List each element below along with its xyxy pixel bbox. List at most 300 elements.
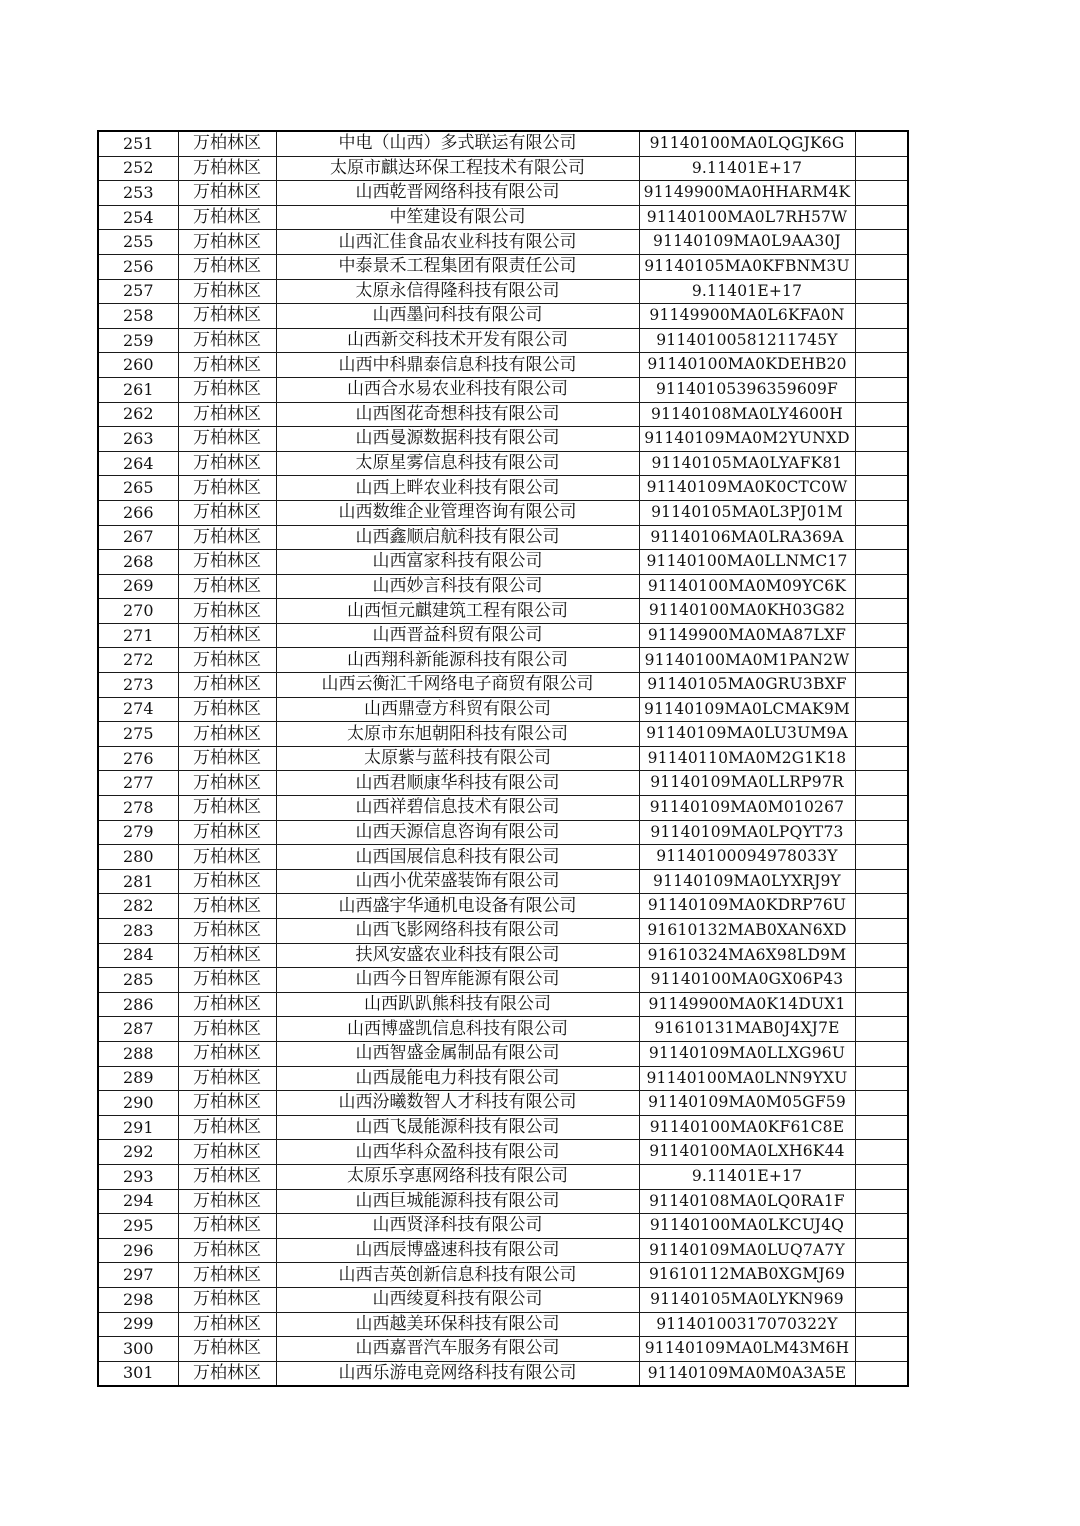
table-row [98,771,908,796]
district-cell: 万柏林区 [178,254,276,279]
credit-code-cell: 91140100MA0M1PAN2W [639,648,855,673]
company-name-cell: 山西绫夏科技有限公司 [276,1287,639,1312]
district-cell: 万柏林区 [178,1287,276,1312]
district-cell: 万柏林区 [178,820,276,845]
table-row [98,328,908,353]
district-cell: 万柏林区 [178,992,276,1017]
table-row [98,1066,908,1091]
company-name-cell: 山西晋益科贸有限公司 [276,623,639,648]
district-cell: 万柏林区 [178,156,276,181]
credit-code-cell: 91140109MA0M05GF59 [639,1091,855,1116]
remark-cell [855,673,908,698]
credit-code-cell: 91140110MA0M2G1K18 [639,746,855,771]
remark-cell [855,131,908,156]
remark-cell [855,550,908,575]
table-row [98,1214,908,1239]
district-cell: 万柏林区 [178,402,276,427]
company-name-cell: 太原乐享惠网络科技有限公司 [276,1164,639,1189]
row-number-cell: 252 [98,156,178,181]
row-number-cell: 256 [98,254,178,279]
table-row [98,500,908,525]
credit-code-cell: 91140100MA0KF61C8E [639,1115,855,1140]
company-name-cell: 山西乐游电竞网络科技有限公司 [276,1361,639,1386]
company-name-cell: 山西祥碧信息技术有限公司 [276,796,639,821]
row-number-cell: 279 [98,820,178,845]
district-cell: 万柏林区 [178,919,276,944]
credit-code-cell: 91140100317070322Y [639,1312,855,1337]
table-row [98,230,908,255]
company-name-cell: 太原紫与蓝科技有限公司 [276,746,639,771]
district-cell: 万柏林区 [178,746,276,771]
credit-code-cell: 91140105MA0KFBNM3U [639,254,855,279]
table-row [98,550,908,575]
table-row [98,1189,908,1214]
table-row [98,1361,908,1386]
company-name-cell: 太原市东旭朝阳科技有限公司 [276,722,639,747]
credit-code-cell: 9.11401E+17 [639,1164,855,1189]
district-cell: 万柏林区 [178,1361,276,1386]
remark-cell [855,746,908,771]
row-number-cell: 289 [98,1066,178,1091]
district-cell: 万柏林区 [178,550,276,575]
table-row [98,254,908,279]
remark-cell [855,353,908,378]
row-number-cell: 259 [98,328,178,353]
remark-cell [855,500,908,525]
table-row [98,648,908,673]
remark-cell [855,328,908,353]
company-name-cell: 中泰景禾工程集团有限责任公司 [276,254,639,279]
row-number-cell: 299 [98,1312,178,1337]
company-name-cell: 山西盛宇华通机电设备有限公司 [276,894,639,919]
credit-code-cell: 91140100MA0GX06P43 [639,968,855,993]
row-number-cell: 258 [98,304,178,329]
district-cell: 万柏林区 [178,1189,276,1214]
company-name-cell: 山西国展信息科技有限公司 [276,845,639,870]
row-number-cell: 298 [98,1287,178,1312]
row-number-cell: 294 [98,1189,178,1214]
company-name-cell: 太原永信得隆科技有限公司 [276,279,639,304]
remark-cell [855,1091,908,1116]
district-cell: 万柏林区 [178,131,276,156]
district-cell: 万柏林区 [178,1312,276,1337]
remark-cell [855,1066,908,1091]
district-cell: 万柏林区 [178,205,276,230]
credit-code-cell: 9.11401E+17 [639,156,855,181]
remark-cell [855,1164,908,1189]
credit-code-cell: 91140105MA0LYAFK81 [639,451,855,476]
credit-code-cell: 91610324MA6X98LD9M [639,943,855,968]
district-cell: 万柏林区 [178,1337,276,1362]
remark-cell [855,845,908,870]
company-name-cell: 山西翔科新能源科技有限公司 [276,648,639,673]
credit-code-cell: 91140100MA0KDEHB20 [639,353,855,378]
company-name-cell: 山西趴趴熊科技有限公司 [276,992,639,1017]
district-cell: 万柏林区 [178,894,276,919]
table-row [98,156,908,181]
credit-code-cell: 91140109MA0LM43M6H [639,1337,855,1362]
table-row [98,1017,908,1042]
company-name-cell: 山西越美环保科技有限公司 [276,1312,639,1337]
remark-cell [855,1238,908,1263]
district-cell: 万柏林区 [178,304,276,329]
table-row [98,968,908,993]
company-name-cell: 山西鑫顺启航科技有限公司 [276,525,639,550]
remark-cell [855,1337,908,1362]
table-row [98,697,908,722]
company-name-cell: 山西辰博盛速科技有限公司 [276,1238,639,1263]
credit-code-cell: 91140108MA0LY4600H [639,402,855,427]
credit-code-cell: 91610112MAB0XGMJ69 [639,1263,855,1288]
credit-code-cell: 91140100MA0LKCUJ4Q [639,1214,855,1239]
company-name-cell: 山西贤泽科技有限公司 [276,1214,639,1239]
district-cell: 万柏林区 [178,1115,276,1140]
credit-code-cell: 91149900MA0HHARM4K [639,181,855,206]
remark-cell [855,968,908,993]
company-name-cell: 山西中科鼎泰信息科技有限公司 [276,353,639,378]
row-number-cell: 272 [98,648,178,673]
table-row [98,894,908,919]
district-cell: 万柏林区 [178,1214,276,1239]
credit-code-cell: 91140100094978033Y [639,845,855,870]
remark-cell [855,1017,908,1042]
credit-code-cell: 91140109MA0LLRP97R [639,771,855,796]
district-cell: 万柏林区 [178,648,276,673]
table-row [98,353,908,378]
remark-cell [855,599,908,624]
credit-code-cell: 91140109MA0LPQYT73 [639,820,855,845]
row-number-cell: 295 [98,1214,178,1239]
district-cell: 万柏林区 [178,427,276,452]
company-name-cell: 山西云衡汇千网络电子商贸有限公司 [276,673,639,698]
company-name-cell: 山西汇佳食品农业科技有限公司 [276,230,639,255]
credit-code-cell: 91140100MA0L7RH57W [639,205,855,230]
remark-cell [855,796,908,821]
remark-cell [855,894,908,919]
table-row [98,1238,908,1263]
remark-cell [855,525,908,550]
table-row [98,1115,908,1140]
remark-cell [855,771,908,796]
table-row [98,427,908,452]
row-number-cell: 276 [98,746,178,771]
row-number-cell: 273 [98,673,178,698]
company-name-cell: 山西智盛金属制品有限公司 [276,1041,639,1066]
credit-code-cell: 91140105396359609F [639,377,855,402]
row-number-cell: 274 [98,697,178,722]
district-cell: 万柏林区 [178,1140,276,1165]
company-name-cell: 山西富家科技有限公司 [276,550,639,575]
company-name-cell: 太原市麒达环保工程技术有限公司 [276,156,639,181]
remark-cell [855,1189,908,1214]
company-name-cell: 山西新交科技术开发有限公司 [276,328,639,353]
district-cell: 万柏林区 [178,500,276,525]
table-row [98,1312,908,1337]
company-name-cell: 山西恒元麒建筑工程有限公司 [276,599,639,624]
table-row [98,476,908,501]
district-cell: 万柏林区 [178,1041,276,1066]
district-cell: 万柏林区 [178,328,276,353]
credit-code-cell: 91140105MA0GRU3BXF [639,673,855,698]
table-row [98,1091,908,1116]
table-row [98,623,908,648]
table-row [98,673,908,698]
table-row [98,722,908,747]
table-row [98,1337,908,1362]
district-cell: 万柏林区 [178,1238,276,1263]
remark-cell [855,1312,908,1337]
credit-code-cell: 9.11401E+17 [639,279,855,304]
district-cell: 万柏林区 [178,476,276,501]
remark-cell [855,820,908,845]
remark-cell [855,1263,908,1288]
credit-code-cell: 91140109MA0LLXG96U [639,1041,855,1066]
table-row [98,181,908,206]
remark-cell [855,279,908,304]
table-row [98,1164,908,1189]
credit-code-cell: 91140109MA0LCMAK9M [639,697,855,722]
table-row [98,869,908,894]
company-name-cell: 山西飞影网络科技有限公司 [276,919,639,944]
table-row [98,574,908,599]
table-row [98,1041,908,1066]
row-number-cell: 251 [98,131,178,156]
row-number-cell: 271 [98,623,178,648]
company-name-cell: 山西乾晋网络科技有限公司 [276,181,639,206]
row-number-cell: 257 [98,279,178,304]
row-number-cell: 297 [98,1263,178,1288]
row-number-cell: 267 [98,525,178,550]
table-row [98,943,908,968]
credit-code-cell: 91149900MA0MA87LXF [639,623,855,648]
remark-cell [855,1214,908,1239]
district-cell: 万柏林区 [178,377,276,402]
row-number-cell: 255 [98,230,178,255]
row-number-cell: 262 [98,402,178,427]
row-number-cell: 278 [98,796,178,821]
credit-code-cell: 91140109MA0M010267 [639,796,855,821]
row-number-cell: 291 [98,1115,178,1140]
remark-cell [855,1140,908,1165]
row-number-cell: 288 [98,1041,178,1066]
credit-code-cell: 91140109MA0M2YUNXD [639,427,855,452]
remark-cell [855,304,908,329]
company-name-cell: 山西嘉晋汽车服务有限公司 [276,1337,639,1362]
row-number-cell: 269 [98,574,178,599]
remark-cell [855,205,908,230]
remark-cell [855,574,908,599]
row-number-cell: 300 [98,1337,178,1362]
credit-code-cell: 91140109MA0KDRP76U [639,894,855,919]
row-number-cell: 263 [98,427,178,452]
district-cell: 万柏林区 [178,771,276,796]
district-cell: 万柏林区 [178,599,276,624]
remark-cell [855,451,908,476]
district-cell: 万柏林区 [178,968,276,993]
table-row [98,1287,908,1312]
company-name-cell: 山西巨城能源科技有限公司 [276,1189,639,1214]
row-number-cell: 280 [98,845,178,870]
remark-cell [855,230,908,255]
company-name-cell: 扶风安盛农业科技有限公司 [276,943,639,968]
credit-code-cell: 91140109MA0LYXRJ9Y [639,869,855,894]
company-name-cell: 山西墨问科技有限公司 [276,304,639,329]
row-number-cell: 296 [98,1238,178,1263]
table-row [98,796,908,821]
table-row [98,131,908,156]
remark-cell [855,1287,908,1312]
company-table-body [98,131,908,1386]
company-name-cell: 山西上畔农业科技有限公司 [276,476,639,501]
remark-cell [855,992,908,1017]
credit-code-cell: 91140100MA0LNN9YXU [639,1066,855,1091]
credit-code-cell: 91140105MA0L3PJ01M [639,500,855,525]
row-number-cell: 287 [98,1017,178,1042]
row-number-cell: 264 [98,451,178,476]
remark-cell [855,919,908,944]
table-row [98,279,908,304]
credit-code-cell: 91610132MAB0XAN6XD [639,919,855,944]
company-name-cell: 山西汾曦数智人才科技有限公司 [276,1091,639,1116]
table-row [98,845,908,870]
company-name-cell: 山西吉英创新信息科技有限公司 [276,1263,639,1288]
remark-cell [855,943,908,968]
district-cell: 万柏林区 [178,943,276,968]
remark-cell [855,476,908,501]
credit-code-cell: 91149900MA0L6KFA0N [639,304,855,329]
credit-code-cell: 91140106MA0LRA369A [639,525,855,550]
remark-cell [855,869,908,894]
credit-code-cell: 91140109MA0L9AA30J [639,230,855,255]
table-row [98,746,908,771]
credit-code-cell: 91140109MA0M0A3A5E [639,1361,855,1386]
remark-cell [855,1361,908,1386]
district-cell: 万柏林区 [178,574,276,599]
table-row [98,525,908,550]
credit-code-cell: 91140100MA0LXH6K44 [639,1140,855,1165]
company-name-cell: 山西华科众盈科技有限公司 [276,1140,639,1165]
remark-cell [855,1041,908,1066]
row-number-cell: 266 [98,500,178,525]
credit-code-cell: 91140100MA0LQGJK6G [639,131,855,156]
row-number-cell: 286 [98,992,178,1017]
credit-code-cell: 91140108MA0LQ0RA1F [639,1189,855,1214]
remark-cell [855,427,908,452]
district-cell: 万柏林区 [178,1066,276,1091]
company-name-cell: 山西飞晟能源科技有限公司 [276,1115,639,1140]
district-cell: 万柏林区 [178,279,276,304]
remark-cell [855,623,908,648]
remark-cell [855,254,908,279]
company-table [97,130,909,1387]
row-number-cell: 265 [98,476,178,501]
company-name-cell: 山西合水易农业科技有限公司 [276,377,639,402]
credit-code-cell: 91140100MA0KH03G82 [639,599,855,624]
company-name-cell: 山西鼎壹方科贸有限公司 [276,697,639,722]
district-cell: 万柏林区 [178,451,276,476]
row-number-cell: 282 [98,894,178,919]
company-name-cell: 中笙建设有限公司 [276,205,639,230]
district-cell: 万柏林区 [178,869,276,894]
district-cell: 万柏林区 [178,673,276,698]
row-number-cell: 292 [98,1140,178,1165]
remark-cell [855,1115,908,1140]
company-name-cell: 山西数维企业管理咨询有限公司 [276,500,639,525]
row-number-cell: 275 [98,722,178,747]
company-name-cell: 山西晟能电力科技有限公司 [276,1066,639,1091]
district-cell: 万柏林区 [178,623,276,648]
table-row [98,919,908,944]
credit-code-cell: 91140109MA0K0CTC0W [639,476,855,501]
company-name-cell: 太原星雾信息科技有限公司 [276,451,639,476]
row-number-cell: 293 [98,1164,178,1189]
remark-cell [855,697,908,722]
table-row [98,1140,908,1165]
company-name-cell: 山西天源信息咨询有限公司 [276,820,639,845]
table-row [98,599,908,624]
row-number-cell: 261 [98,377,178,402]
row-number-cell: 284 [98,943,178,968]
table-row [98,1263,908,1288]
row-number-cell: 277 [98,771,178,796]
company-name-cell: 山西君顺康华科技有限公司 [276,771,639,796]
company-name-cell: 山西博盛凯信息科技有限公司 [276,1017,639,1042]
remark-cell [855,402,908,427]
row-number-cell: 254 [98,205,178,230]
table-row [98,992,908,1017]
row-number-cell: 253 [98,181,178,206]
table-row [98,402,908,427]
credit-code-cell: 91140100MA0M09YC6K [639,574,855,599]
credit-code-cell: 91140100581211745Y [639,328,855,353]
company-name-cell: 中电（山西）多式联运有限公司 [276,131,639,156]
row-number-cell: 283 [98,919,178,944]
district-cell: 万柏林区 [178,1017,276,1042]
company-name-cell: 山西图花奇想科技有限公司 [276,402,639,427]
district-cell: 万柏林区 [178,697,276,722]
company-name-cell: 山西曼源数据科技有限公司 [276,427,639,452]
credit-code-cell: 91610131MAB0J4XJ7E [639,1017,855,1042]
credit-code-cell: 91140100MA0LLNMC17 [639,550,855,575]
credit-code-cell: 91149900MA0K14DUX1 [639,992,855,1017]
district-cell: 万柏林区 [178,722,276,747]
district-cell: 万柏林区 [178,1263,276,1288]
remark-cell [855,722,908,747]
row-number-cell: 268 [98,550,178,575]
remark-cell [855,181,908,206]
company-name-cell: 山西妙言科技有限公司 [276,574,639,599]
credit-code-cell: 91140105MA0LYKN969 [639,1287,855,1312]
table-row [98,304,908,329]
row-number-cell: 281 [98,869,178,894]
row-number-cell: 270 [98,599,178,624]
district-cell: 万柏林区 [178,1091,276,1116]
company-name-cell: 山西今日智库能源有限公司 [276,968,639,993]
district-cell: 万柏林区 [178,353,276,378]
district-cell: 万柏林区 [178,181,276,206]
table-row [98,205,908,230]
district-cell: 万柏林区 [178,845,276,870]
remark-cell [855,156,908,181]
district-cell: 万柏林区 [178,525,276,550]
row-number-cell: 260 [98,353,178,378]
table-row [98,820,908,845]
credit-code-cell: 91140109MA0LUQ7A7Y [639,1238,855,1263]
remark-cell [855,377,908,402]
table-row [98,451,908,476]
table-row [98,377,908,402]
district-cell: 万柏林区 [178,796,276,821]
